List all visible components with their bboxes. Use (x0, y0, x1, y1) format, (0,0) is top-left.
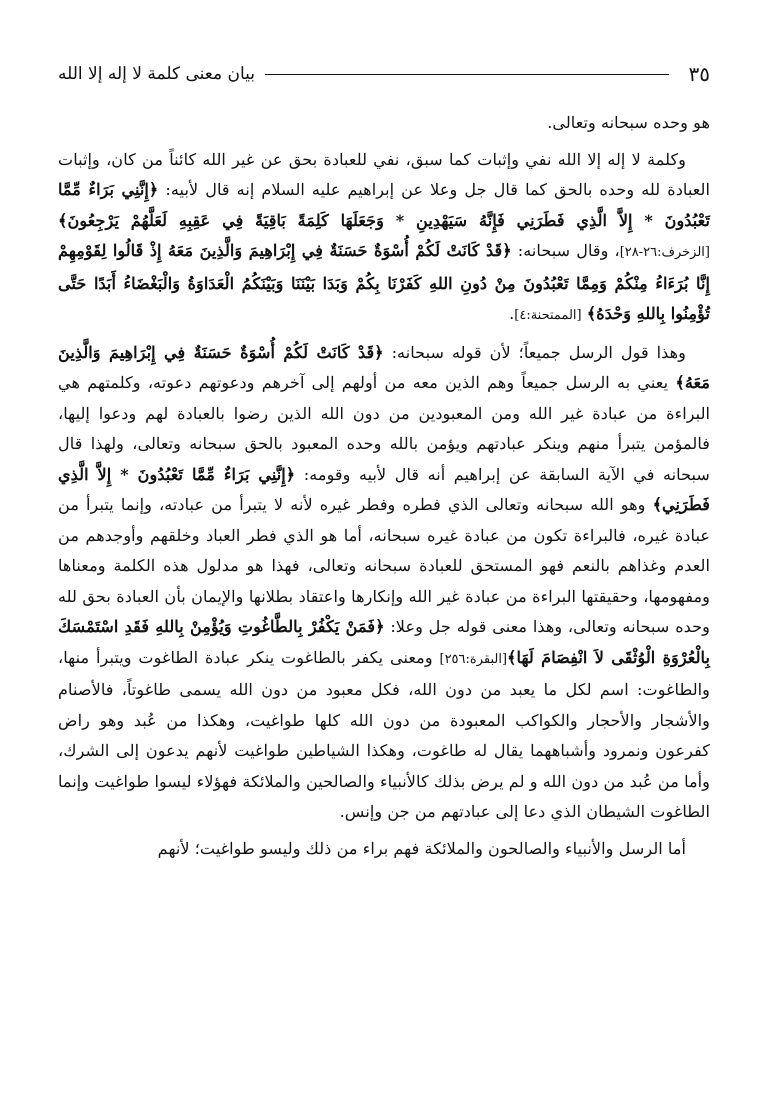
paragraph-1 (58, 108, 710, 139)
quran-verse-mumtahina-short: ﴿قَدْ كَانَتْ لَكُمْ أُسْوَةٌ حَسَنَةٌ فِي إِبْرَاهِيمَ وَالَّذِينَ مَعَهُ﴾ (58, 342, 710, 392)
running-header (58, 56, 710, 92)
paragraph-3 (58, 338, 710, 828)
verse-reference-zukhruf: [الزخرف:٢٦-٢٨] (619, 245, 710, 260)
paragraph-1-text: هو وحده سبحانه وتعالى. (547, 113, 710, 132)
quran-verse-baqara: ﴿فَمَنْ يَكْفُرْ بِالطَّاغُوتِ وَيُؤْمِنْ بِاللهِ فَقَدِ اسْتَمْسَكَ بِالْعُرْوَةِ الْوُثْقَى لاَ انْفِصَامَ لَهَا﴾ (58, 617, 710, 667)
paragraph-2 (58, 145, 710, 332)
header-rule (265, 74, 669, 75)
running-title: بيان معنى كلمة لا إله إلا الله (58, 64, 255, 84)
paragraph-4 (58, 834, 710, 865)
paragraph-3-text-3: وهو الله سبحانه وتعالى الذي فطره وفطر غيره لأنه لا يتبرأ من عبادته، وإنما يتبرأ من عبادة غيره، فالبراءة تكون من عبادة غيره سبحانه، أما هو الذي فطر العباد وخلقهم وأوجدهم من العدم وغذاهم بالنعم فهو المستحق للعبادة سبحانه وتعالى، فهذا هو مدلول هذه الكلمة ومعناها ومفهومها، وحقيقتها البراءة من عبادة غير الله وإنكارها واعتقاد بطلانها والإيمان بأن العبادة بحق لله وحده سبحانه وتعالى، وهذا معنى قوله جل وعلا: (58, 495, 710, 636)
quran-verse-zukhruf: ﴿إِنَّنِي بَرَاءٌ مِّمَّا تَعْبُدُونَ * إِلاَّ الَّذِي فَطَرَنِي فَإِنَّهُ سَيَهْدِينِ * وَجَعَلَهَا كَلِمَةً بَاقِيَةً فِي عَقِبِهِ لَعَلَّهُمْ يَرْجِعُونَ﴾ (58, 180, 710, 230)
paragraph-3-text-2: يعني به الرسل جميعاً وهم الذين معه من أولهم إلى آخرهم ودعوتهم دعوته، وكلمتهم هي البراءة من عبادة غير الله ومن المعبودين من دون الله الذين رضوا بالعبادة لهم ودعوا إليها، فالمؤمن يتبرأ منهم وينكر عبادتهم ويؤمن بالله وحده المعبود بالحق سبحانه وتعالى، ولهذا قال سبحانه في الآية السابقة عن إبراهيم أنه قال لأبيه وقومه: (58, 373, 710, 484)
paragraph-2-text-1: وكلمة لا إله إلا الله نفي وإثبات كما سبق، نفي للعبادة بحق عن غير الله كائناً من كان، وإثبات العبادة لله وحده بالحق كما قال جل وعلا عن إبراهيم عليه السلام إنه قال لأبيه: (58, 149, 710, 199)
paragraph-2-text-3: . (509, 304, 515, 323)
page-number: ٣٥ (688, 62, 710, 86)
paragraph-4-text: أما الرسل والأنبياء والصالحون والملائكة فهم براء من ذلك وليسو طواغيت؛ لأنهم (157, 838, 686, 858)
quran-verse-zukhruf-short: ﴿إِنَّنِي بَرَاءٌ مِّمَّا تَعْبُدُونَ * إِلاَّ الَّذِي فَطَرَنِي﴾ (58, 464, 710, 514)
paragraph-3-text-1: وهذا قول الرسل جميعاً؛ لأن قوله سبحانه: (383, 342, 686, 362)
verse-reference-mumtahina: [الممتحنة:٤] (514, 308, 582, 323)
body-text (58, 108, 710, 870)
quran-verse-mumtahina: ﴿قَدْ كَانَتْ لَكُمْ أُسْوَةٌ حَسَنَةٌ فِي إِبْرَاهِيمَ وَالَّذِينَ مَعَهُ إِذْ قَالُوا لِقَوْمِهِمْ إِنَّا بُرَءَاءُ مِنْكُمْ وَمِمَّا تَعْبُدُونَ مِنْ دُونِ اللهِ كَفَرْنَا بِكُمْ وَبَدَا بَيْنَنَا وَبَيْنَكُمُ الْعَدَاوَةُ وَالْبَغْضَاءُ أَبَدًا حَتَّى تُؤْمِنُوا بِاللهِ وَحْدَهُ﴾ (58, 241, 710, 323)
paragraph-3-text-4: ومعنى يكفر بالطاغوت ينكر عبادة الطاغوت ويتبرأ منها، والطاغوت: اسم لكل ما يعبد من دون الله، فكل معبود من دون الله يسمى طاغوتاً، فالأصنام والأشجار والأحجار والكواكب المعبودة من دون الله كلها طواغيت، وهكذا من عُبد وهو راض كفرعون ونمرود وأشباههما يقال له طاغوت، وهكذا الشياطين طواغيت لأنهم يدعون إلى الشرك، وأما من عُبد من دون الله و لم يرض بذلك كالأنبياء والصالحين والملائكة فهؤلاء ليسوا طواغيت وإنما الطاغوت الشيطان الذي دعا إلى عبادتهم من جن وإنس. (58, 647, 710, 821)
verse-reference-baqara: [البقرة:٢٥٦] (439, 651, 508, 667)
paragraph-2-text-2: ، وقال سبحانه: (511, 241, 620, 260)
